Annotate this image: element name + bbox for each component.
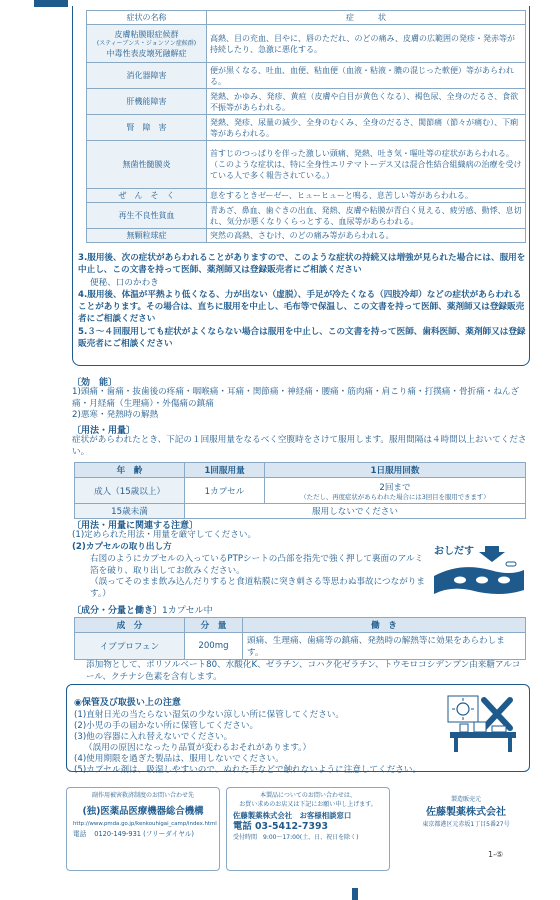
maker-label: 製造販売元 [450,796,481,803]
warning-4: 4.服用後、体温が平熱より低くなる、力が出ない（虚脱）、手足が冷たくなる（四肢冷却）などの症状があらわれることがあります。その場合は、直ちに服用を中止し、毛布等で保温し、この文書を持って医師、薬剤師又は登録販売者にご相談ください [78,290,525,324]
page-number: 1-⑤ [488,850,504,859]
table-row [87,141,526,189]
relief-tel: 0120-149-931 [94,830,142,838]
dosage-note-2-title: (2)カプセルの取り出し方 [72,542,172,552]
dosage-note-2-text: 右図のようにカプセルの入っているPTPシートの凸部を指先で強く押して裏面のアルミ箔を破り、取り出してお飲みください。 [90,554,424,576]
ingredient-name: イブプロフェン [75,633,185,660]
warning-3-list: 便秘、口のかわき [90,278,159,288]
warnings-block [78,252,526,351]
storage-item: (1)直射日光の当たらない湿気の少ない涼しい所に保管してください。 [74,710,344,720]
relief-caption: 副作用被害救済制度のお問い合わせ先 [91,792,194,799]
corner-registration-mark [34,0,68,7]
ingredients-title: 〔成分・分量と働き〕1カプセル中 [72,606,213,616]
table-row [75,478,526,504]
efficacy-line-1: 1)頭痛・歯痛・抜歯後の疼痛・咽喉痛・耳痛・関節痛・神経痛・腰痛・筋肉痛・肩こり痛・打撲痛・骨折痛・ねんざ痛・月経痛（生理痛）・外傷痛の鎮痛 [72,387,520,409]
relief-org: (独)医薬品医療機器総合機構 [82,806,204,817]
dosage-table [74,462,526,519]
dosage-note-2-caution: （誤ってそのまま飲み込んだりすると食道粘膜に突き刺さる等思わぬ事故につながります。） [90,577,425,599]
symptom-name: 無顆粒球症 [87,229,207,243]
symptom-table-header [87,11,526,25]
storage-item: （誤用の原因になったり品質が変わるおそれがあります。） [84,743,312,753]
table-row [87,115,526,141]
symptom-desc: 首すじのつっぱりを伴った激しい頭痛、発熱、吐き気・嘔吐等の症状があらわれる。（このような症状は、特に全身性エリテマトーデス又は混合性結合組織病の治療を受けている人で多く報告されている。） [207,141,526,189]
dosage-title-text: 用法・用量 [81,426,127,436]
symptom-name: 無菌性髄膜炎 [87,141,207,189]
symptom-desc: 高熱、目の充血、目やに、唇のただれ、のどの痛み、皮膚の広範囲の発疹・発赤等が持続したり、急激に悪化する。 [207,25,526,63]
symptom-name: 肝機能障害 [87,89,207,115]
header-symptom: 症 状 [207,11,526,25]
dosage-age-child: 15歳未満 [75,504,185,519]
ptp-sheet-icon [430,540,528,600]
manufacturer-block [396,795,536,830]
contact-company: 佐藤製薬株式会社 お客様相談窓口 [233,811,352,820]
storage-title-text: 保管及び取扱い上の注意 [81,698,181,708]
ingredients-title-text: 成分・分量と働き [81,606,154,616]
storage-title-bullet: ◉ [74,698,82,708]
symptom-desc: 便が黒くなる、吐血、血便、粘血便（血液・粘液・膿の混じった軟便）等があらわれる。 [207,63,526,89]
additives-text: 添加物として、ポリソルベート80、水酸化K、ゼラチン、コハク化ゼラチン、トウモロコシデンプン由来糖アルコール、クチナシ色素を含有します。 [86,660,521,682]
storage-item: (4)使用期限を過ぎた製品は、服用しないでください。 [74,754,284,764]
storage-illustration [444,692,522,754]
maker-address: 東京都港区元赤坂1丁目5番27号 [422,821,510,828]
table-row [87,203,526,229]
ingredients-header-amount: 分 量 [185,618,243,633]
symptom-name [87,25,207,63]
table-row [87,89,526,115]
contact-hours: 受付時間 9:00～17:00(土、日、祝日を除く) [233,834,359,841]
symptom-table [86,10,526,243]
dosage-table-header [75,463,526,478]
dosage-child-text: 服用しないでください [185,504,526,519]
symptom-desc: 青あざ、鼻血、歯ぐきの出血、発熱、皮膚や粘膜が青白く見える、疲労感、動悸、息切れ、気分が悪くなりくらっとする、血尿等があらわれる。 [207,203,526,229]
dosage-notes-title: 〔用法・用量に関連する注意〕 [72,521,199,531]
ingredients-header-component: 成 分 [75,618,185,633]
relief-tel-note: (フリーダイヤル) [143,830,194,838]
dosage-header-age: 年 齢 [75,463,185,478]
ingredients-header-action: 働 き [243,618,526,633]
symptom-desc: 息をするときゼーゼー、ヒューヒューと鳴る、息苦しい等があらわれる。 [207,189,526,203]
relief-url[interactable]: http://www.pmda.go.jp/kenkouhigai_camp/index.html [73,821,217,827]
symptom-name: 再生不良性貧血 [87,203,207,229]
efficacy-title-text: 効 能 [81,378,109,388]
dosage-title: 〔用法・用量〕 [72,426,136,436]
symptom-table-wrap [86,10,526,243]
warning-3: 3.服用後、次の症状があらわれることがありますので、このような症状の持続又は増強が見られた場合には、服用を中止し、この文書を持って医師、薬剤師又は登録販売者にご相談ください [78,253,526,275]
symptom-desc: 発熱、かゆみ、発疹、黄疸（皮膚や白目が黄色くなる）、褐色尿、全身のだるさ、食欲不振等があらわれる。 [207,89,526,115]
dosage-once-adult: 1カプセル [185,478,265,504]
maker-name: 佐藤製薬株式会社 [426,807,506,818]
efficacy-line-2: 2)悪寒・発熱時の解熱 [72,410,159,420]
symptom-name-second: 中毒性表皮壊死融解症 [106,48,187,58]
storage-title [74,695,181,708]
dosage-age-adult: 成人（15歳以上） [75,478,185,504]
efficacy-title: 〔効 能〕 [72,378,118,388]
storage-item: (5)カプセル剤は、吸湿しやすいので、ぬれた手などで触れないように注意してください。 [74,765,422,775]
ingredients-table [74,617,526,660]
dosage-notes-title-text: 用法・用量に関連する注意 [81,521,190,531]
ingredient-action: 頭痛、生理痛、歯痛等の鎮痛、発熱時の解熱等に効果をあらわします。 [243,633,526,660]
table-row [87,25,526,63]
symptom-name: ぜ ん そ く [87,189,207,203]
table-row [87,189,526,203]
contact-tel: 03-5412-7393 [255,821,329,832]
table-row [75,504,526,519]
warning-5: 5.３～４回服用しても症状がよくならない場合は服用を中止し、この文書を持って医師、歯科医師、薬剤師又は登録販売者にご相談ください [78,327,526,349]
relief-tel-label: 電話 [73,830,87,838]
contact-caption-2: お買い求めのお店又は下記にお願い申し上げます。 [239,801,377,808]
ingredients-table-header [75,618,526,633]
symptom-name-main: 皮膚粘膜眼症候群 [114,29,179,39]
symptom-desc: 発熱、発疹、尿量の減少、全身のむくみ、全身のだるさ、関節痛（節々が痛む）、下痢等があらわれる。 [207,115,526,141]
dosage-daily-note: （ただし、再度症状があらわれた場合には3回目を服用できます） [300,492,490,501]
symptom-name: 腎 障 害 [87,115,207,141]
table-row [87,63,526,89]
storage-item: (2)小児の手の届かない所に保管してください。 [74,721,259,731]
dosage-note-1: (1)定められた用法・用量を厳守してください。 [72,530,257,540]
bottom-registration-mark [352,888,358,900]
ingredient-amount: 200mg [185,633,243,660]
no-sunlight-icon [444,692,522,754]
ingredients-per: 1カプセル中 [162,606,213,616]
table-row [75,633,526,660]
relief-tel-line [73,829,213,839]
dosage-header-daily: 1日服用回数 [265,463,526,478]
relief-contact-box [66,787,220,871]
symptom-name: 消化器障害 [87,63,207,89]
table-row [87,229,526,243]
contact-caption: 本製品についてのお問い合わせは、 [260,792,356,799]
storage-item: (3)他の容器に入れ替えないでください。 [74,732,233,742]
dosage-header-once: 1回服用量 [185,463,265,478]
header-name: 症状の名称 [87,11,207,25]
dosage-text: 症状があらわれたとき、下記の１回服用量をなるべく空腹時をさけて服用します。服用間隔は４時間以上おいてください。 [72,435,527,457]
dosage-daily-adult [265,478,526,504]
dosage-daily-times: 2回まで [379,482,411,493]
symptom-name-sub: (スティーブンス・ジョンソン症候群) [96,39,197,47]
ptp-illustration [430,540,528,600]
product-contact-box [226,787,390,871]
storage-list [74,710,434,776]
push-label: おしだす [434,546,474,557]
contact-tel-label: 電話 [233,821,252,832]
contact-tel-line [233,820,383,833]
symptom-desc: 突然の高熱、さむけ、のどの痛み等があらわれる。 [207,229,526,243]
